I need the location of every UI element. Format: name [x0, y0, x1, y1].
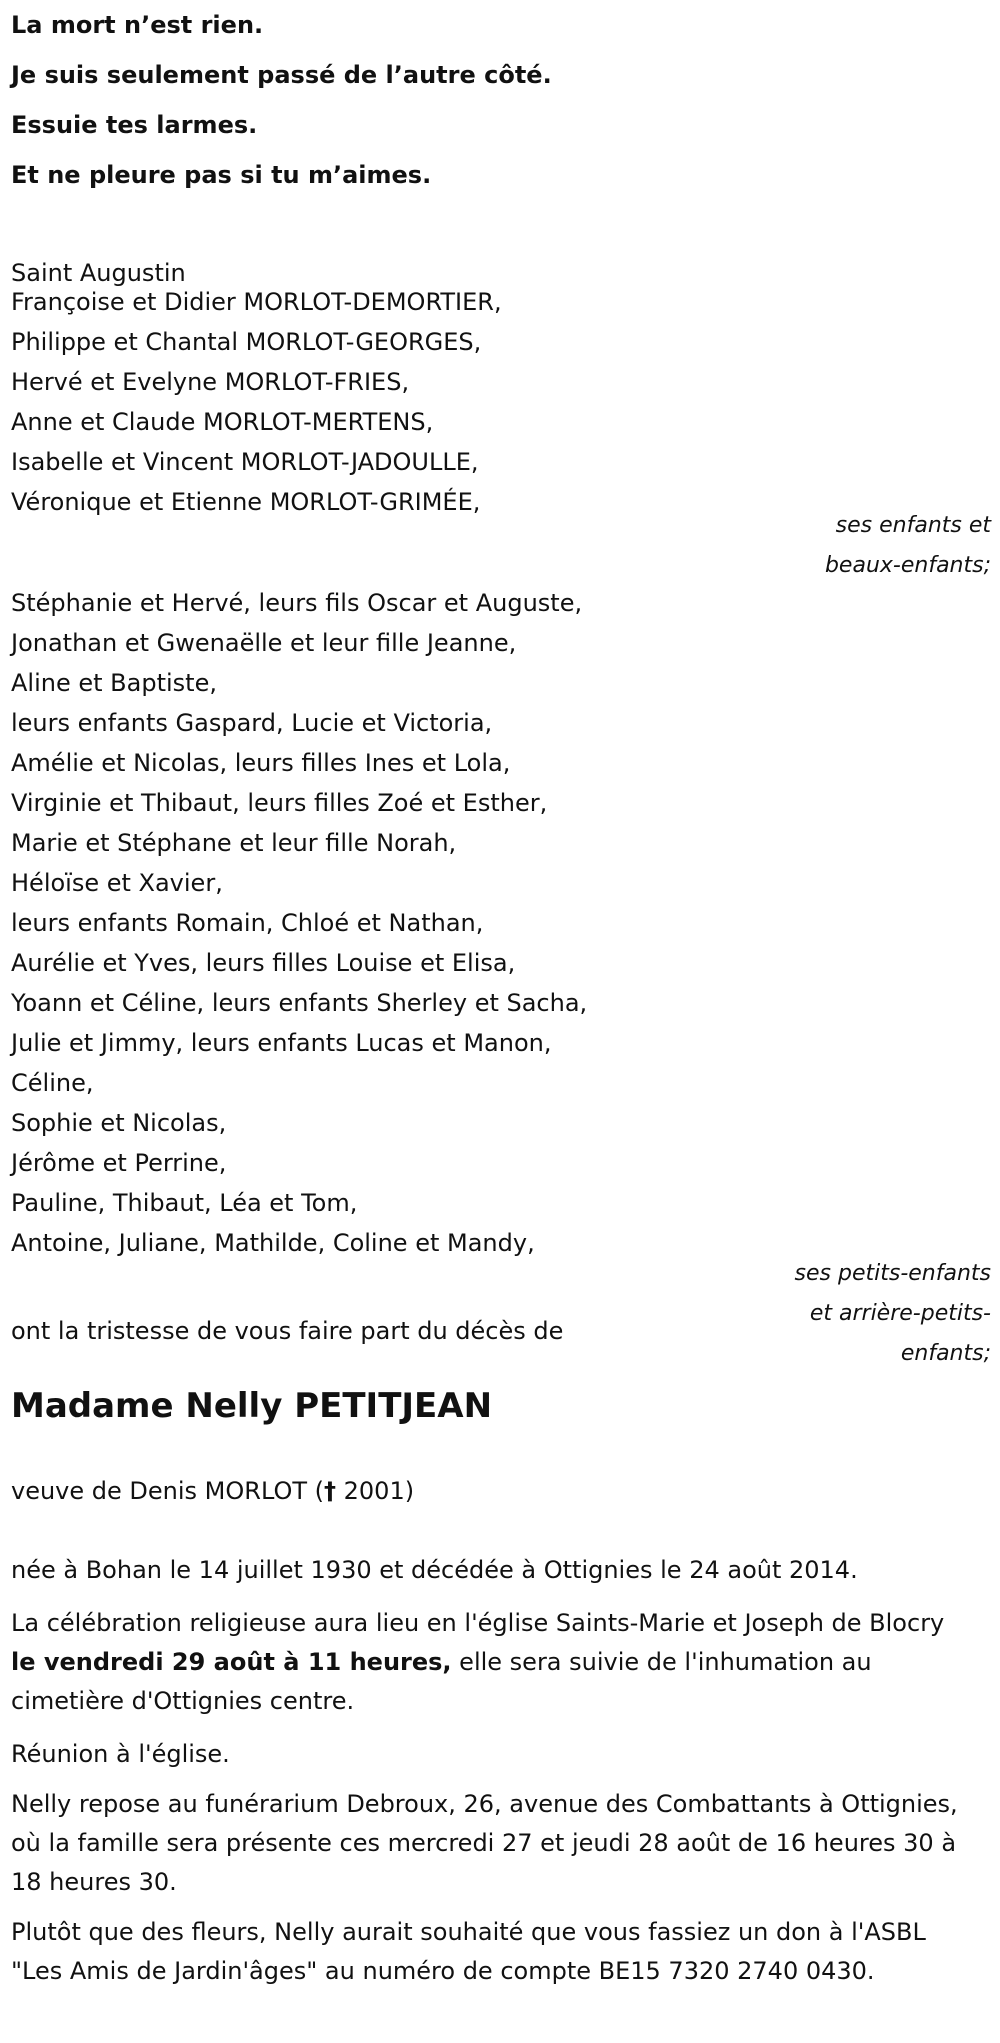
- list-item: Isabelle et Vincent MORLOT-JADOULLE,: [11, 448, 479, 476]
- birth-death-text: née à Bohan le 14 juillet 1930 et décédée à Ottignies le 24 août 2014.: [11, 1556, 858, 1584]
- list-item: Virginie et Thibaut, leurs filles Zoé et Esther,: [11, 789, 548, 817]
- cross-icon: †: [324, 1477, 336, 1505]
- poem-quote: [11, 0, 552, 200]
- relation-line: et arrière-petits-: [809, 1301, 991, 1326]
- list-item: Marie et Stéphane et leur fille Norah,: [11, 829, 457, 857]
- relation-line: ses enfants et: [835, 513, 991, 538]
- list-item: Anne et Claude MORLOT-MERTENS,: [11, 408, 434, 436]
- donation-text: Plutôt que des fleurs, Nelly aurait souhaité que vous fassiez un don à l'ASBL "Les Amis de Jardin'âges" au numéro de compte BE15 7320 2740 0430.: [11, 1918, 926, 1985]
- children-list: [11, 282, 502, 522]
- list-item: Jérôme et Perrine,: [11, 1149, 227, 1177]
- list-item: Sophie et Nicolas,: [11, 1109, 227, 1137]
- relation-line: beaux-enfants;: [824, 553, 991, 578]
- list-item: Yoann et Céline, leurs enfants Sherley et Sacha,: [11, 989, 588, 1017]
- widow-prefix: veuve de Denis MORLOT (: [11, 1477, 324, 1505]
- ceremony-after: elle sera suivie de l'inhumation au cimetière d'Ottignies centre.: [11, 1648, 872, 1715]
- list-item: Aline et Baptiste,: [11, 669, 217, 697]
- grandchildren-relation: [795, 1254, 991, 1374]
- announcement-text: ont la tristesse de vous faire part du décès de: [11, 1317, 564, 1345]
- list-item: leurs enfants Romain, Chloé et Nathan,: [11, 909, 484, 937]
- quote-line: Et ne pleure pas si tu m’aimes.: [11, 161, 432, 189]
- list-item: Julie et Jimmy, leurs enfants Lucas et Manon,: [11, 1029, 552, 1057]
- relation-line: ses petits-enfants: [794, 1261, 991, 1286]
- list-item: Françoise et Didier MORLOT-DEMORTIER,: [11, 288, 502, 316]
- list-item: Philippe et Chantal MORLOT-GEORGES,: [11, 328, 482, 356]
- deceased-name: Madame Nelly PETITJEAN: [11, 1386, 493, 1426]
- ceremony-before: La célébration religieuse aura lieu en l'église Saints-Marie et Joseph de Blocry: [11, 1609, 945, 1637]
- children-relation: [825, 506, 991, 586]
- list-item: Stéphanie et Hervé, leurs fils Oscar et Auguste,: [11, 589, 583, 617]
- relation-line: enfants;: [900, 1341, 991, 1366]
- list-item: Jonathan et Gwenaëlle et leur fille Jeanne,: [11, 629, 517, 657]
- list-item: Hervé et Evelyne MORLOT-FRIES,: [11, 368, 410, 396]
- funerarium-text: Nelly repose au funérarium Debroux, 26, avenue des Combattants à Ottignies, où la famille sera présente ces mercredi 27 et jeudi 28 août de 16 heures 30 à 18 heures 30.: [11, 1790, 958, 1896]
- ceremony-date: le vendredi 29 août à 11 heures,: [11, 1648, 452, 1676]
- quote-line: Essuie tes larmes.: [11, 111, 258, 139]
- grandchildren-list: [11, 583, 587, 1263]
- widow-line: [11, 1472, 971, 1511]
- quote-author: Saint Augustin: [11, 259, 186, 287]
- list-item: Véronique et Etienne MORLOT-GRIMÉE,: [11, 488, 481, 516]
- list-item: Héloïse et Xavier,: [11, 869, 223, 897]
- quote-line: La mort n’est rien.: [11, 11, 264, 39]
- list-item: Céline,: [11, 1069, 94, 1097]
- list-item: leurs enfants Gaspard, Lucie et Victoria,: [11, 709, 493, 737]
- widow-year: 2001): [336, 1477, 415, 1505]
- list-item: Pauline, Thibaut, Léa et Tom,: [11, 1189, 358, 1217]
- list-item: Aurélie et Yves, leurs filles Louise et Elisa,: [11, 949, 516, 977]
- ceremony-text: [11, 1604, 971, 1721]
- reunion-text: Réunion à l'église.: [11, 1740, 230, 1768]
- quote-line: Je suis seulement passé de l’autre côté.: [11, 61, 552, 89]
- list-item: Antoine, Juliane, Mathilde, Coline et Mandy,: [11, 1229, 535, 1257]
- list-item: Amélie et Nicolas, leurs filles Ines et Lola,: [11, 749, 511, 777]
